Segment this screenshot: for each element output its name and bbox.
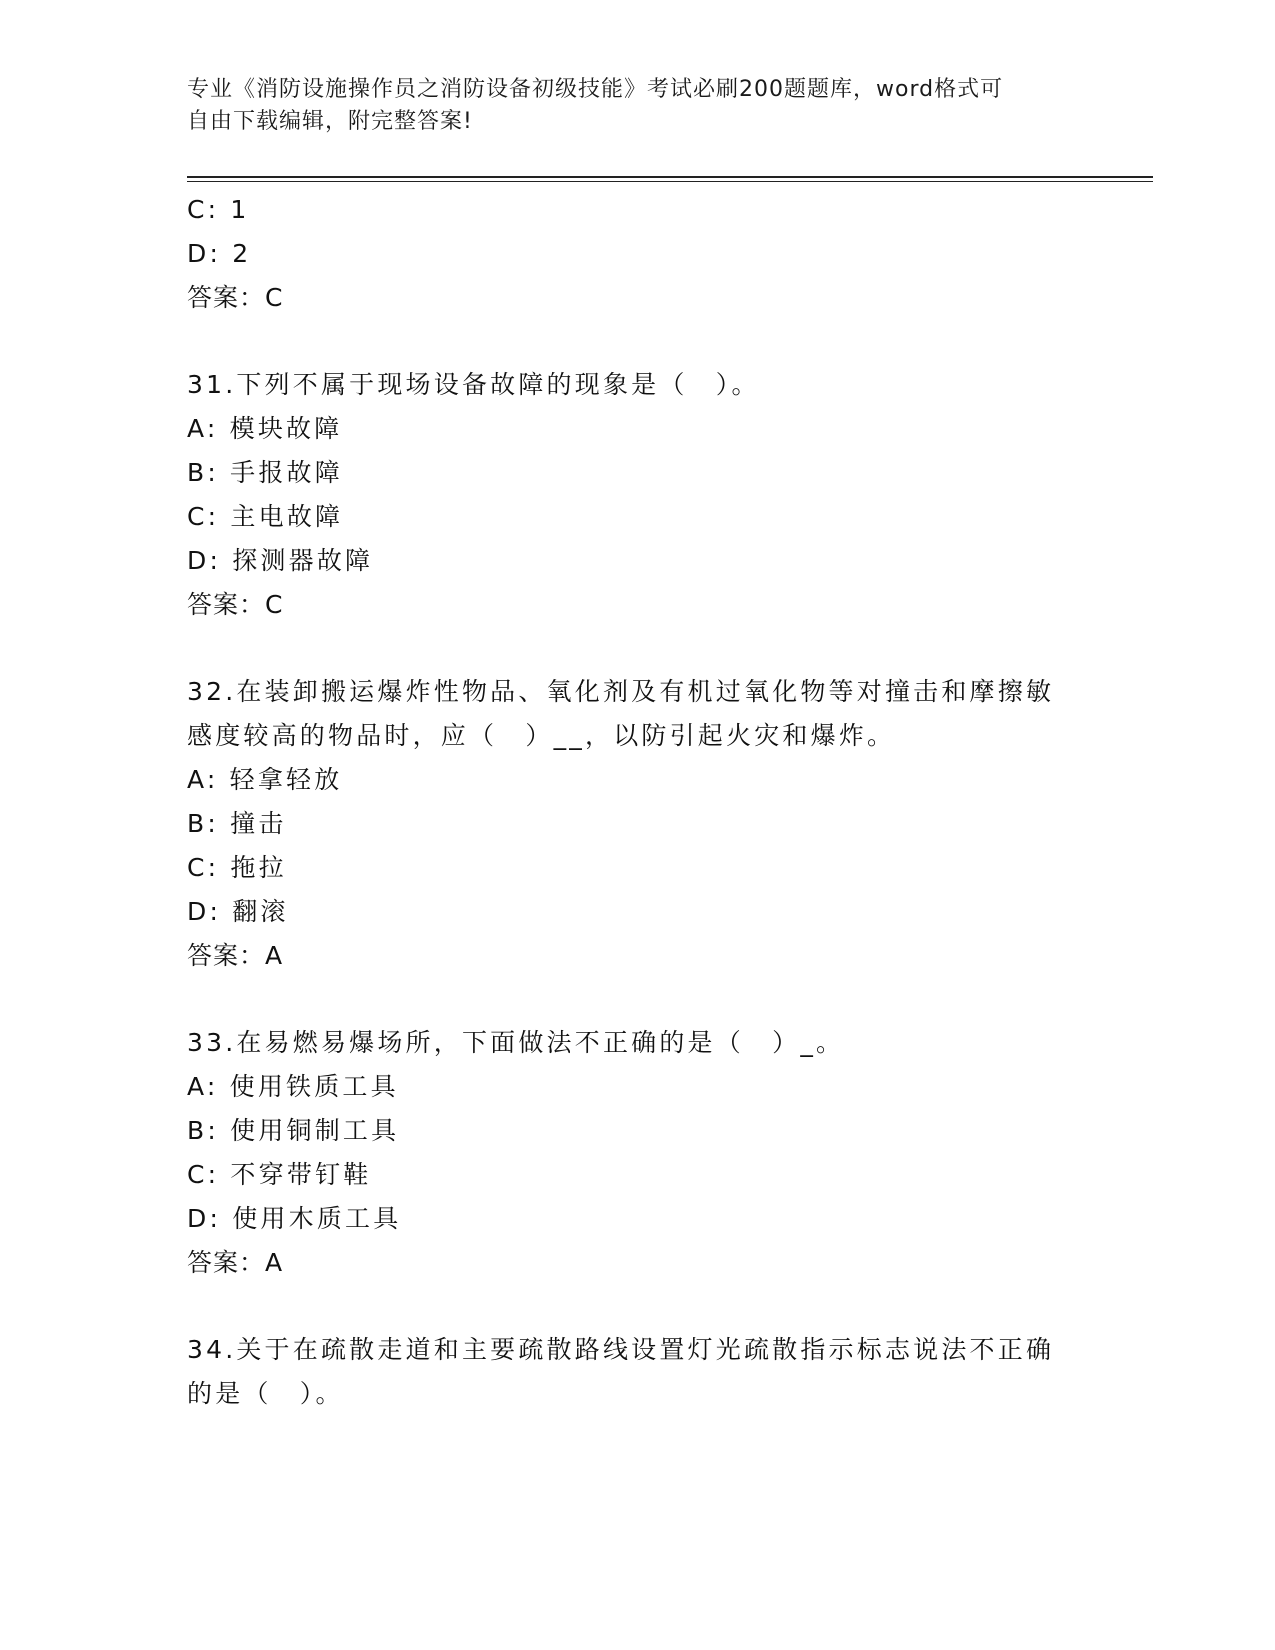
answer-line: 答案：C: [187, 590, 284, 619]
header-line-1: 专业《消防设施操作员之消防设备初级技能》考试必刷200题题库，word格式可: [187, 77, 1004, 102]
option-c: C: 主电故障: [187, 502, 344, 531]
option-d: D: 探测器故障: [187, 546, 374, 575]
answer-line: 答案：C: [187, 283, 284, 312]
question-32-continued: 感度较高的物品时，应（ ）__，以防引起火灾和爆炸。: [187, 721, 896, 750]
question-34: 34.关于在疏散走道和主要疏散路线设置灯光疏散指示标志说法不正确: [187, 1335, 1055, 1364]
option-d: D: 使用木质工具: [187, 1204, 402, 1233]
option-b: B: 使用铜制工具: [187, 1116, 400, 1145]
option-a: A: 使用铁质工具: [187, 1072, 399, 1101]
document-header: [187, 74, 1067, 138]
option-b: B: 手报故障: [187, 458, 343, 487]
question-32: 32.在装卸搬运爆炸性物品、氧化剂及有机过氧化物等对撞击和摩擦敏: [187, 677, 1055, 706]
option-d: D: 翻滚: [187, 897, 289, 926]
question-34-continued: 的是（ ）。: [187, 1379, 344, 1408]
question-33: 33.在易燃易爆场所，下面做法不正确的是（ ）_。: [187, 1028, 845, 1057]
option-c: C: 1: [187, 195, 250, 224]
header-line-2: 自由下载编辑，附完整答案!: [187, 109, 473, 134]
option-b: B: 撞击: [187, 809, 287, 838]
option-a: A: 模块故障: [187, 414, 343, 443]
header-divider-thick: [187, 176, 1153, 178]
option-c: C: 拖拉: [187, 853, 287, 882]
header-divider-thin: [187, 181, 1153, 182]
option-a: A: 轻拿轻放: [187, 765, 343, 794]
answer-line: 答案：A: [187, 941, 284, 970]
option-d: D: 2: [187, 239, 252, 268]
option-c: C: 不穿带钉鞋: [187, 1160, 372, 1189]
answer-line: 答案：A: [187, 1248, 284, 1277]
question-31: 31.下列不属于现场设备故障的现象是（ ）。: [187, 370, 760, 399]
